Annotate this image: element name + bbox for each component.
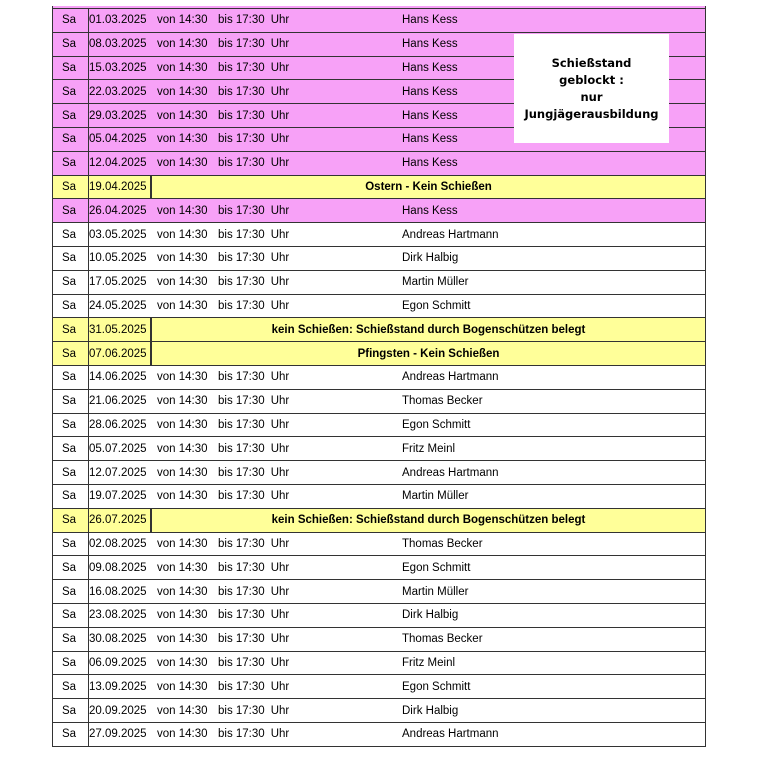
time-to-value: bis 17:30 <box>218 157 265 170</box>
time-unit: Uhr <box>270 537 290 550</box>
date-cell: 08.03.2025 <box>89 38 147 51</box>
time-unit: Uhr <box>270 704 290 717</box>
blocked-notice-line: Jungjägerausbildung <box>524 106 659 121</box>
time-to-cell <box>218 199 289 222</box>
day-cell: Sa <box>53 556 89 579</box>
time-to-cell <box>218 57 289 80</box>
time-to-cell <box>218 437 289 460</box>
day-cell: Sa <box>53 342 89 365</box>
blocked-notice-box <box>514 34 669 143</box>
table-row <box>53 151 705 175</box>
time-to-value: bis 17:30 <box>218 133 265 146</box>
time-unit: Uhr <box>270 276 290 289</box>
day-cell: Sa <box>53 652 89 675</box>
time-to-cell <box>218 675 289 698</box>
day-cell: Sa <box>53 223 89 246</box>
time-unit: Uhr <box>270 204 290 217</box>
time-to-value: bis 17:30 <box>218 656 265 669</box>
supervisor-name-cell: Hans Kess <box>402 14 458 27</box>
time-to-value: bis 17:30 <box>218 537 265 550</box>
time-unit: Uhr <box>270 61 290 74</box>
table-row <box>53 555 705 579</box>
time-from-cell: von 14:30 <box>157 157 208 170</box>
day-cell: Sa <box>53 675 89 698</box>
date-cell: 10.05.2025 <box>89 252 147 265</box>
time-from-cell: von 14:30 <box>157 680 208 693</box>
day-cell: Sa <box>53 247 89 270</box>
table-row <box>53 579 705 603</box>
date-cell: 26.04.2025 <box>89 204 147 217</box>
time-to-cell <box>218 723 289 746</box>
table-row <box>53 627 705 651</box>
time-from-cell: von 14:30 <box>157 276 208 289</box>
time-to-cell <box>218 604 289 627</box>
day-cell: Sa <box>53 57 89 80</box>
time-unit: Uhr <box>270 728 290 741</box>
time-from-cell: von 14:30 <box>157 38 208 51</box>
day-cell: Sa <box>53 80 89 103</box>
time-unit: Uhr <box>270 299 290 312</box>
time-to-value: bis 17:30 <box>218 680 265 693</box>
time-from-cell: von 14:30 <box>157 561 208 574</box>
blocked-notice-line: Schießstand <box>551 55 632 70</box>
date-cell: 02.08.2025 <box>89 537 147 550</box>
table-row <box>53 294 705 318</box>
time-from-cell: von 14:30 <box>157 656 208 669</box>
table-row <box>53 436 705 460</box>
time-to-cell <box>218 152 289 175</box>
table-row <box>53 222 705 246</box>
date-cell: 15.03.2025 <box>89 61 147 74</box>
time-unit: Uhr <box>270 466 290 479</box>
day-cell: Sa <box>53 33 89 56</box>
day-cell: Sa <box>53 295 89 318</box>
date-cell: 19.07.2025 <box>89 490 147 503</box>
time-unit: Uhr <box>270 418 290 431</box>
table-row <box>53 365 705 389</box>
time-to-value: bis 17:30 <box>218 609 265 622</box>
supervisor-name-cell: Hans Kess <box>402 109 458 122</box>
time-from-cell: von 14:30 <box>157 85 208 98</box>
time-to-cell <box>218 295 289 318</box>
time-to-cell <box>218 271 289 294</box>
date-cell: 24.05.2025 <box>89 299 147 312</box>
time-to-cell <box>218 414 289 437</box>
date-cell: 30.08.2025 <box>89 633 147 646</box>
time-unit: Uhr <box>270 633 290 646</box>
supervisor-name-cell: Egon Schmitt <box>402 418 471 431</box>
date-cell: 28.06.2025 <box>89 418 147 431</box>
table-row <box>53 413 705 437</box>
time-to-value: bis 17:30 <box>218 14 265 27</box>
day-cell: Sa <box>53 604 89 627</box>
supervisor-name-cell: Martin Müller <box>402 490 469 503</box>
time-to-cell <box>218 390 289 413</box>
time-to-cell <box>218 128 289 151</box>
note-cell: Ostern - Kein Schießen <box>151 176 705 199</box>
time-from-cell: von 14:30 <box>157 442 208 455</box>
supervisor-name-cell: Hans Kess <box>402 133 458 146</box>
supervisor-name-cell: Andreas Hartmann <box>402 466 499 479</box>
date-cell: 13.09.2025 <box>89 680 147 693</box>
blocked-notice-line: nur <box>580 89 603 104</box>
supervisor-name-cell: Hans Kess <box>402 157 458 170</box>
date-cell: 31.05.2025 <box>89 318 151 341</box>
supervisor-name-cell: Martin Müller <box>402 585 469 598</box>
supervisor-name-cell: Martin Müller <box>402 276 469 289</box>
table-row <box>53 198 705 222</box>
day-cell: Sa <box>53 104 89 127</box>
table-row <box>53 460 705 484</box>
table-row <box>53 484 705 508</box>
time-unit: Uhr <box>270 609 290 622</box>
supervisor-name-cell: Dirk Halbig <box>402 704 459 717</box>
date-cell: 09.08.2025 <box>89 561 147 574</box>
time-to-value: bis 17:30 <box>218 299 265 312</box>
day-cell: Sa <box>53 628 89 651</box>
day-cell: Sa <box>53 437 89 460</box>
date-cell: 14.06.2025 <box>89 371 147 384</box>
time-to-value: bis 17:30 <box>218 561 265 574</box>
supervisor-name-cell: Egon Schmitt <box>402 680 471 693</box>
time-unit: Uhr <box>270 38 290 51</box>
time-unit: Uhr <box>270 490 290 503</box>
time-from-cell: von 14:30 <box>157 466 208 479</box>
time-to-value: bis 17:30 <box>218 228 265 241</box>
time-unit: Uhr <box>270 680 290 693</box>
time-to-value: bis 17:30 <box>218 466 265 479</box>
supervisor-name-cell: Fritz Meinl <box>402 656 456 669</box>
day-cell: Sa <box>53 390 89 413</box>
day-cell: Sa <box>53 318 89 341</box>
day-cell: Sa <box>53 485 89 508</box>
time-to-cell <box>218 652 289 675</box>
time-from-cell: von 14:30 <box>157 728 208 741</box>
date-cell: 07.06.2025 <box>89 342 151 365</box>
day-cell: Sa <box>53 152 89 175</box>
time-to-value: bis 17:30 <box>218 395 265 408</box>
time-to-cell <box>218 699 289 722</box>
time-unit: Uhr <box>270 157 290 170</box>
time-unit: Uhr <box>270 133 290 146</box>
time-to-cell <box>218 33 289 56</box>
supervisor-name-cell: Andreas Hartmann <box>402 371 499 384</box>
date-cell: 12.07.2025 <box>89 466 147 479</box>
note-cell: Pfingsten - Kein Schießen <box>151 342 705 365</box>
day-cell: Sa <box>53 533 89 556</box>
date-cell: 12.04.2025 <box>89 157 147 170</box>
day-cell: Sa <box>53 580 89 603</box>
time-unit: Uhr <box>270 85 290 98</box>
time-from-cell: von 14:30 <box>157 228 208 241</box>
table-row <box>53 317 705 341</box>
date-cell: 06.09.2025 <box>89 656 147 669</box>
blocked-notice-line: geblockt : <box>559 72 624 87</box>
table-row <box>53 341 705 365</box>
time-unit: Uhr <box>270 228 290 241</box>
time-to-value: bis 17:30 <box>218 418 265 431</box>
supervisor-name-cell: Andreas Hartmann <box>402 728 499 741</box>
time-unit: Uhr <box>270 109 290 122</box>
time-to-value: bis 17:30 <box>218 490 265 503</box>
date-cell: 05.07.2025 <box>89 442 147 455</box>
time-to-value: bis 17:30 <box>218 109 265 122</box>
table-row <box>53 698 705 722</box>
date-cell: 29.03.2025 <box>89 109 147 122</box>
time-to-value: bis 17:30 <box>218 585 265 598</box>
day-cell: Sa <box>53 414 89 437</box>
time-from-cell: von 14:30 <box>157 633 208 646</box>
time-to-cell <box>218 628 289 651</box>
date-cell: 01.03.2025 <box>89 14 147 27</box>
time-to-cell <box>218 533 289 556</box>
date-cell: 26.07.2025 <box>89 509 151 532</box>
day-cell: Sa <box>53 199 89 222</box>
time-from-cell: von 14:30 <box>157 61 208 74</box>
table-row <box>53 651 705 675</box>
time-to-value: bis 17:30 <box>218 442 265 455</box>
supervisor-name-cell: Hans Kess <box>402 38 458 51</box>
time-unit: Uhr <box>270 14 290 27</box>
time-unit: Uhr <box>270 561 290 574</box>
day-cell: Sa <box>53 723 89 746</box>
time-from-cell: von 14:30 <box>157 252 208 265</box>
time-from-cell: von 14:30 <box>157 371 208 384</box>
date-cell: 03.05.2025 <box>89 228 147 241</box>
table-row <box>53 722 705 746</box>
supervisor-name-cell: Thomas Becker <box>402 633 483 646</box>
time-unit: Uhr <box>270 442 290 455</box>
date-cell: 27.09.2025 <box>89 728 147 741</box>
supervisor-name-cell: Thomas Becker <box>402 537 483 550</box>
time-from-cell: von 14:30 <box>157 204 208 217</box>
time-to-value: bis 17:30 <box>218 633 265 646</box>
date-cell: 21.06.2025 <box>89 395 147 408</box>
date-cell: 16.08.2025 <box>89 585 147 598</box>
time-to-cell <box>218 580 289 603</box>
table-row <box>53 246 705 270</box>
time-to-value: bis 17:30 <box>218 371 265 384</box>
supervisor-name-cell: Egon Schmitt <box>402 561 471 574</box>
table-row <box>53 508 705 532</box>
day-cell: Sa <box>53 176 89 199</box>
time-unit: Uhr <box>270 585 290 598</box>
time-from-cell: von 14:30 <box>157 704 208 717</box>
day-cell: Sa <box>53 509 89 532</box>
note-cell: kein Schießen: Schießstand durch Bogenschützen belegt <box>151 509 705 532</box>
table-row <box>53 270 705 294</box>
day-cell: Sa <box>53 366 89 389</box>
supervisor-name-cell: Thomas Becker <box>402 395 483 408</box>
supervisor-name-cell: Hans Kess <box>402 61 458 74</box>
time-from-cell: von 14:30 <box>157 609 208 622</box>
time-from-cell: von 14:30 <box>157 395 208 408</box>
time-unit: Uhr <box>270 252 290 265</box>
date-cell: 17.05.2025 <box>89 276 147 289</box>
table-row <box>53 389 705 413</box>
time-to-cell <box>218 9 289 32</box>
supervisor-name-cell: Dirk Halbig <box>402 609 459 622</box>
note-cell: kein Schießen: Schießstand durch Bogenschützen belegt <box>151 318 705 341</box>
time-from-cell: von 14:30 <box>157 418 208 431</box>
time-to-cell <box>218 366 289 389</box>
day-cell: Sa <box>53 9 89 32</box>
time-to-value: bis 17:30 <box>218 204 265 217</box>
date-cell: 22.03.2025 <box>89 85 147 98</box>
time-from-cell: von 14:30 <box>157 585 208 598</box>
supervisor-name-cell: Hans Kess <box>402 204 458 217</box>
day-cell: Sa <box>53 699 89 722</box>
time-from-cell: von 14:30 <box>157 537 208 550</box>
time-to-cell <box>218 104 289 127</box>
table-row <box>53 175 705 199</box>
time-to-cell <box>218 485 289 508</box>
date-cell: 19.04.2025 <box>89 176 151 199</box>
time-to-value: bis 17:30 <box>218 85 265 98</box>
time-from-cell: von 14:30 <box>157 490 208 503</box>
date-cell: 20.09.2025 <box>89 704 147 717</box>
time-unit: Uhr <box>270 656 290 669</box>
time-to-cell <box>218 247 289 270</box>
date-cell: 23.08.2025 <box>89 609 147 622</box>
supervisor-name-cell: Andreas Hartmann <box>402 228 499 241</box>
table-row <box>53 8 705 32</box>
time-from-cell: von 14:30 <box>157 299 208 312</box>
time-to-cell <box>218 80 289 103</box>
time-to-cell <box>218 223 289 246</box>
time-to-cell <box>218 461 289 484</box>
supervisor-name-cell: Fritz Meinl <box>402 442 456 455</box>
time-to-value: bis 17:30 <box>218 252 265 265</box>
time-unit: Uhr <box>270 371 290 384</box>
time-unit: Uhr <box>270 395 290 408</box>
day-cell: Sa <box>53 461 89 484</box>
time-to-value: bis 17:30 <box>218 38 265 51</box>
time-to-value: bis 17:30 <box>218 61 265 74</box>
date-cell: 05.04.2025 <box>89 133 147 146</box>
time-to-value: bis 17:30 <box>218 728 265 741</box>
supervisor-name-cell: Egon Schmitt <box>402 299 471 312</box>
time-from-cell: von 14:30 <box>157 133 208 146</box>
time-to-value: bis 17:30 <box>218 276 265 289</box>
time-to-cell <box>218 556 289 579</box>
table-row <box>53 674 705 698</box>
time-to-value: bis 17:30 <box>218 704 265 717</box>
supervisor-name-cell: Hans Kess <box>402 85 458 98</box>
day-cell: Sa <box>53 128 89 151</box>
table-row <box>53 532 705 556</box>
time-from-cell: von 14:30 <box>157 14 208 27</box>
supervisor-name-cell: Dirk Halbig <box>402 252 459 265</box>
table-row <box>53 603 705 627</box>
day-cell: Sa <box>53 271 89 294</box>
time-from-cell: von 14:30 <box>157 109 208 122</box>
